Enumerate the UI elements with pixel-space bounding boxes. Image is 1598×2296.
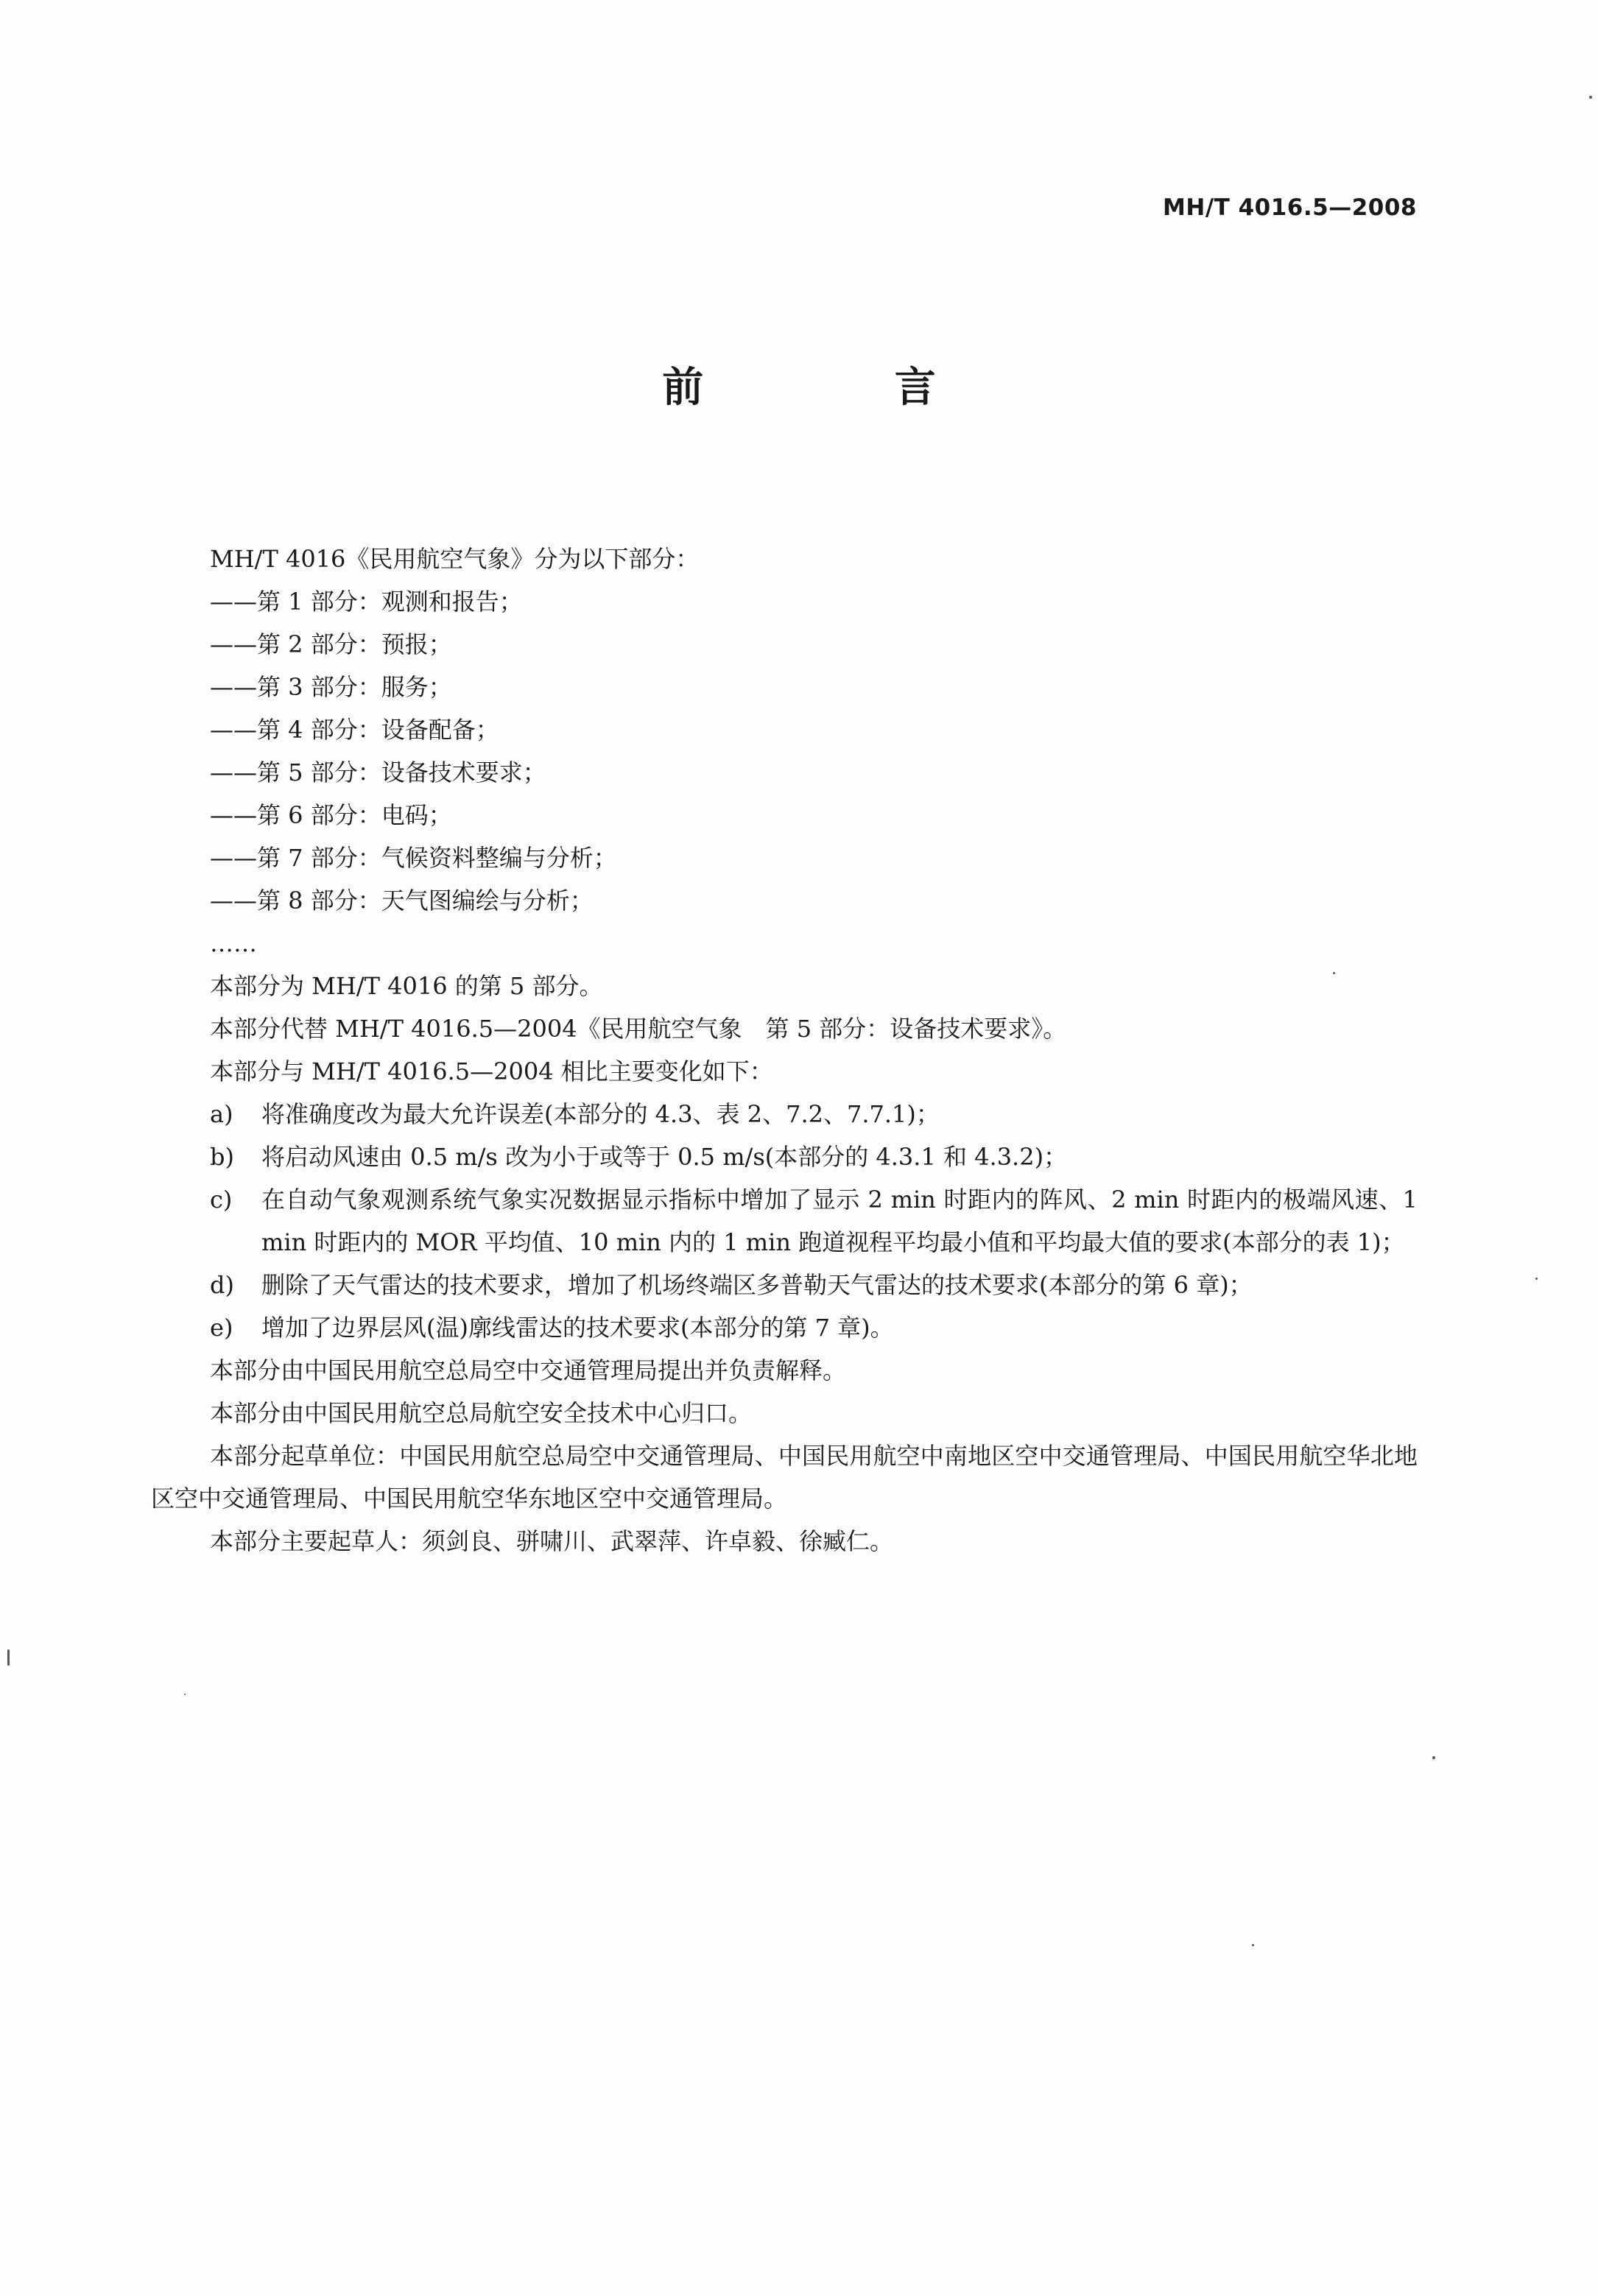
scan-speck <box>1252 1944 1254 1946</box>
changes-intro-paragraph: 本部分与 MH/T 4016.5—2004 相比主要变化如下： <box>210 1057 773 1085</box>
foreword-body <box>151 538 1418 1563</box>
item-label: e) <box>210 1314 233 1342</box>
standard-code: MH/T 4016.5—2008 <box>1163 194 1417 221</box>
drafting-units-paragraph: 本部分起草单位：中国民用航空总局空中交通管理局、中国民用航空中南地区空中交通管理局、中国民用航空华北地区空中交通管理局、中国民用航空华东地区空中交通管理局。 <box>151 1442 1418 1513</box>
item-label: a) <box>210 1100 233 1128</box>
proposed-paragraph: 本部分由中国民用航空总局空中交通管理局提出并负责解释。 <box>210 1356 847 1384</box>
parts-list <box>210 580 1418 965</box>
list-item: ——第 6 部分：电码； <box>210 801 452 829</box>
item-label: b) <box>210 1143 234 1171</box>
list-item: ——第 4 部分：设备配备； <box>210 716 499 744</box>
scan-speck <box>1432 1756 1435 1759</box>
list-item <box>210 1135 1418 1178</box>
item-text: 删除了天气雷达的技术要求，增加了机场终端区多普勒天气雷达的技术要求(本部分的第 6 章)； <box>261 1271 1253 1299</box>
list-item: ——第 8 部分：天气图编绘与分析； <box>210 887 594 915</box>
item-text: 在自动气象观测系统气象实况数据显示指标中增加了显示 2 min 时距内的阵风、2 min 时距内的极端风速、1 min 时距内的 MOR 平均值、10 min 内的 1 min 跑道视程平均最小值和平均最大值的要求(本部分的表 1)； <box>261 1186 1418 1256</box>
intro-paragraph: MH/T 4016《民用航空气象》分为以下部分： <box>210 545 700 573</box>
item-label: d) <box>210 1271 234 1299</box>
item-text: 将启动风速由 0.5 m/s 改为小于或等于 0.5 m/s(本部分的 4.3.1 和 4.3.2)； <box>261 1143 1068 1171</box>
list-item <box>210 1264 1418 1306</box>
ellipsis: …… <box>210 929 257 957</box>
scan-speck <box>1589 96 1592 99</box>
scan-speck <box>1333 972 1335 974</box>
replaces-paragraph: 本部分代替 MH/T 4016.5—2004《民用航空气象 第 5 部分：设备技术要求》。 <box>210 1015 1067 1043</box>
list-item: ——第 1 部分：观测和报告； <box>210 588 523 616</box>
scan-speck <box>184 1694 186 1695</box>
page-title: 前 言 <box>662 364 1024 412</box>
item-text: 增加了边界层风(温)廓线雷达的技术要求(本部分的第 7 章)。 <box>261 1314 894 1342</box>
this-part-paragraph: 本部分为 MH/T 4016 的第 5 部分。 <box>210 972 603 1000</box>
list-item: ——第 3 部分：服务； <box>210 673 452 701</box>
changes-list <box>210 1093 1418 1349</box>
scan-speck <box>1535 1278 1538 1280</box>
scan-speck <box>7 1649 10 1666</box>
list-item: ——第 2 部分：预报； <box>210 630 452 658</box>
list-item <box>210 1178 1418 1264</box>
item-text: 将准确度改为最大允许误差(本部分的 4.3、表 2、7.2、7.7.1)； <box>261 1100 940 1128</box>
centralized-paragraph: 本部分由中国民用航空总局航空安全技术中心归口。 <box>210 1399 753 1427</box>
list-item: ——第 5 部分：设备技术要求； <box>210 758 546 786</box>
list-item: ——第 7 部分：气候资料整编与分析； <box>210 844 617 872</box>
item-label: c) <box>210 1186 233 1214</box>
list-item <box>210 1093 1418 1135</box>
drafters-paragraph: 本部分主要起草人：须剑良、骈啸川、武翠萍、许卓毅、徐臧仁。 <box>210 1527 894 1555</box>
list-item <box>210 1306 1418 1349</box>
